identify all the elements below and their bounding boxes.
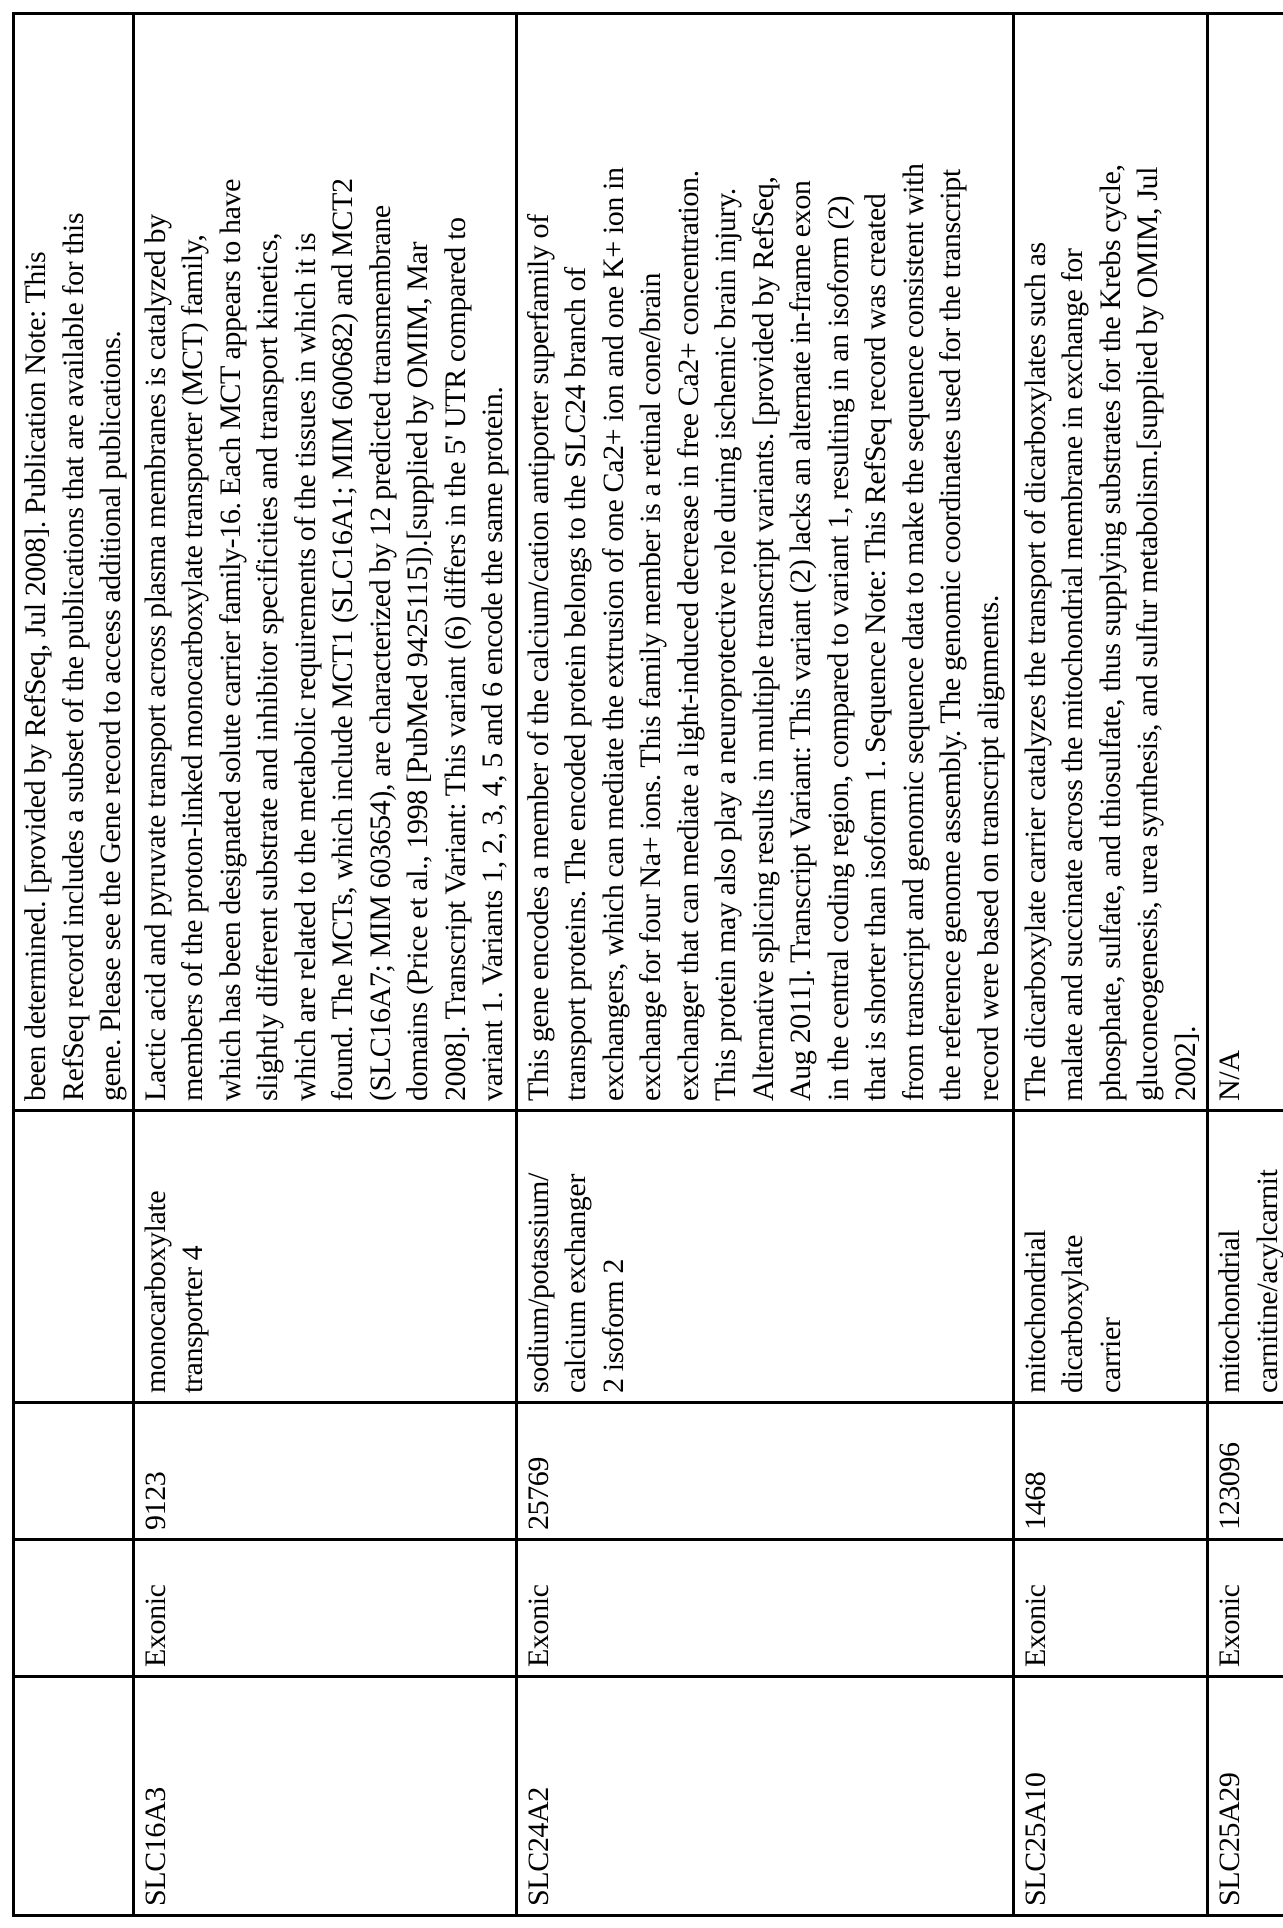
description-cell [1208,14,1283,1111]
region-cell-text: Exonic [137,1549,175,1667]
description-cell-line: malate and succinate across the mitochondrial membrane in exchange for [1054,23,1092,1101]
protein-name-cell-line: dicarboxylate [1054,1120,1092,1393]
gene-symbol-cell [14,1677,134,1916]
gene-symbol-cell-text: SLC16A3 [137,1686,175,1906]
gene-id-cell [14,1403,134,1540]
gene-id-cell [1013,1403,1208,1540]
protein-name-cell [1208,1111,1283,1403]
description-cell-line: exchangers, which can mediate the extrusion of one Ca2+ ion and one K+ ion in [595,23,633,1101]
description-cell-line: which has been designated solute carrier family-16. Each MCT appears to have [212,23,250,1101]
gene-symbol-cell [133,1677,516,1916]
description-cell-line: exchanger that can mediate a light-induced decrease in free Ca2+ concentration. [670,23,708,1101]
region-cell-text: Exonic [1017,1549,1055,1667]
protein-name-cell-line: carrier [1092,1120,1130,1393]
description-cell [1013,14,1208,1111]
region-cell [14,1540,134,1677]
description-cell-line: This gene encodes a member of the calcium/cation antiporter superfamily of [520,23,558,1101]
gene-annotation-table [12,12,1283,1917]
table-row [1208,14,1283,1916]
gene-symbol-cell [516,1677,1013,1916]
description-cell-line: 2008]. Transcript Variant: This variant (6) differs in the 5' UTR compared to [437,23,475,1101]
description-cell-line: that is shorter than isoform 1. Sequence Note: This RefSeq record was created [857,23,895,1101]
gene-id-cell [1208,1403,1283,1540]
description-cell-line: This protein may also play a neuroprotective role during ischemic brain injury. [707,23,745,1101]
table-body [14,14,1283,1916]
region-cell-text: Exonic [1211,1549,1249,1667]
description-cell [516,14,1013,1111]
gene-id-cell [133,1403,516,1540]
description-cell-line: Lactic acid and pyruvate transport across plasma membranes is catalyzed by [137,23,175,1101]
protein-name-cell-line: carnitine/acylcarnit [1249,1120,1283,1393]
protein-name-cell-line: calcium exchanger [557,1120,595,1393]
description-cell-line: record were based on transcript alignments. [970,23,1008,1101]
description-cell-line: gluconeogenesis, urea synthesis, and sulfur metabolism.[supplied by OMIM, Jul [1129,23,1167,1101]
description-cell-line: gene. Please see the Gene record to access additional publications. [92,23,130,1101]
table-row [14,14,134,1916]
protein-name-cell-line: 2 isoform 2 [595,1120,633,1393]
description-cell [133,14,516,1111]
table-row [1013,14,1208,1916]
gene-symbol-cell [1208,1677,1283,1916]
protein-name-cell [133,1111,516,1403]
description-cell-line: transport proteins. The encoded protein belongs to the SLC24 branch of [557,23,595,1101]
description-cell-line: from transcript and genomic sequence data to make the sequence consistent with [895,23,933,1101]
protein-name-cell-line: transporter 4 [174,1120,212,1393]
table-row [133,14,516,1916]
description-cell-line: RefSeq record includes a subset of the publications that are available for this [55,23,93,1101]
description-cell-line: (SLC16A7; MIM 603654), are characterized by 12 predicted transmembrane [362,23,400,1101]
region-cell [133,1540,516,1677]
description-cell-line: phosphate, sulfate, and thiosulfate, thus supplying substrates for the Krebs cycle, [1092,23,1130,1101]
protein-name-cell-line: monocarboxylate [137,1120,175,1393]
description-cell-line: N/A [1211,23,1249,1101]
description-cell-line: domains (Price et al., 1998 [PubMed 9425115]).[supplied by OMIM, Mar [399,23,437,1101]
description-cell-line: slightly different substrate and inhibitor specificities and transport kinetics, [249,23,287,1101]
description-cell [14,14,134,1111]
description-cell-line: Alternative splicing results in multiple transcript variants. [provided by RefSeq, [745,23,783,1101]
description-cell-line: 2002]. [1167,23,1205,1101]
description-cell-line: which are related to the metabolic requirements of the tissues in which it is [287,23,325,1101]
protein-name-cell-line: sodium/potassium/ [520,1120,558,1393]
description-cell-line: variant 1. Variants 1, 2, 3, 4, 5 and 6 encode the same protein. [474,23,512,1101]
protein-name-cell-line: mitochondrial [1211,1120,1249,1393]
gene-symbol-cell [1013,1677,1208,1916]
gene-symbol-cell-text: SLC25A29 [1211,1686,1249,1906]
description-cell-line: found. The MCTs, which include MCT1 (SLC16A1; MIM 600682) and MCT2 [324,23,362,1101]
description-cell-line: The dicarboxylate carrier catalyzes the transport of dicarboxylates such as [1017,23,1055,1101]
region-cell [1208,1540,1283,1677]
description-cell-line: members of the proton-linked monocarboxylate transporter (MCT) family, [174,23,212,1101]
description-cell-line: exchange for four Na+ ions. This family member is a retinal cone/brain [632,23,670,1101]
description-cell-line: the reference genome assembly. The genomic coordinates used for the transcript [932,23,970,1101]
protein-name-cell-line: mitochondrial [1017,1120,1055,1393]
description-cell-line: been determined. [provided by RefSeq, Jul 2008]. Publication Note: This [17,23,55,1101]
gene-id-cell-text: 25769 [520,1412,558,1530]
gene-symbol-cell-text: SLC25A10 [1017,1686,1055,1906]
gene-id-cell-text: 1468 [1017,1412,1055,1530]
region-cell [516,1540,1013,1677]
description-cell-line: Aug 2011]. Transcript Variant: This variant (2) lacks an alternate in-frame exon [782,23,820,1101]
gene-id-cell [516,1403,1013,1540]
region-cell-text: Exonic [520,1549,558,1667]
rotated-page [12,15,1276,1917]
gene-id-cell-text: 123096 [1211,1412,1249,1530]
protein-name-cell [1013,1111,1208,1403]
protein-name-cell [14,1111,134,1403]
description-cell-line: in the central coding region, compared to variant 1, resulting in an isoform (2) [820,23,858,1101]
protein-name-cell [516,1111,1013,1403]
table-row [516,14,1013,1916]
gene-symbol-cell-text: SLC24A2 [520,1686,558,1906]
gene-id-cell-text: 9123 [137,1412,175,1530]
region-cell [1013,1540,1208,1677]
